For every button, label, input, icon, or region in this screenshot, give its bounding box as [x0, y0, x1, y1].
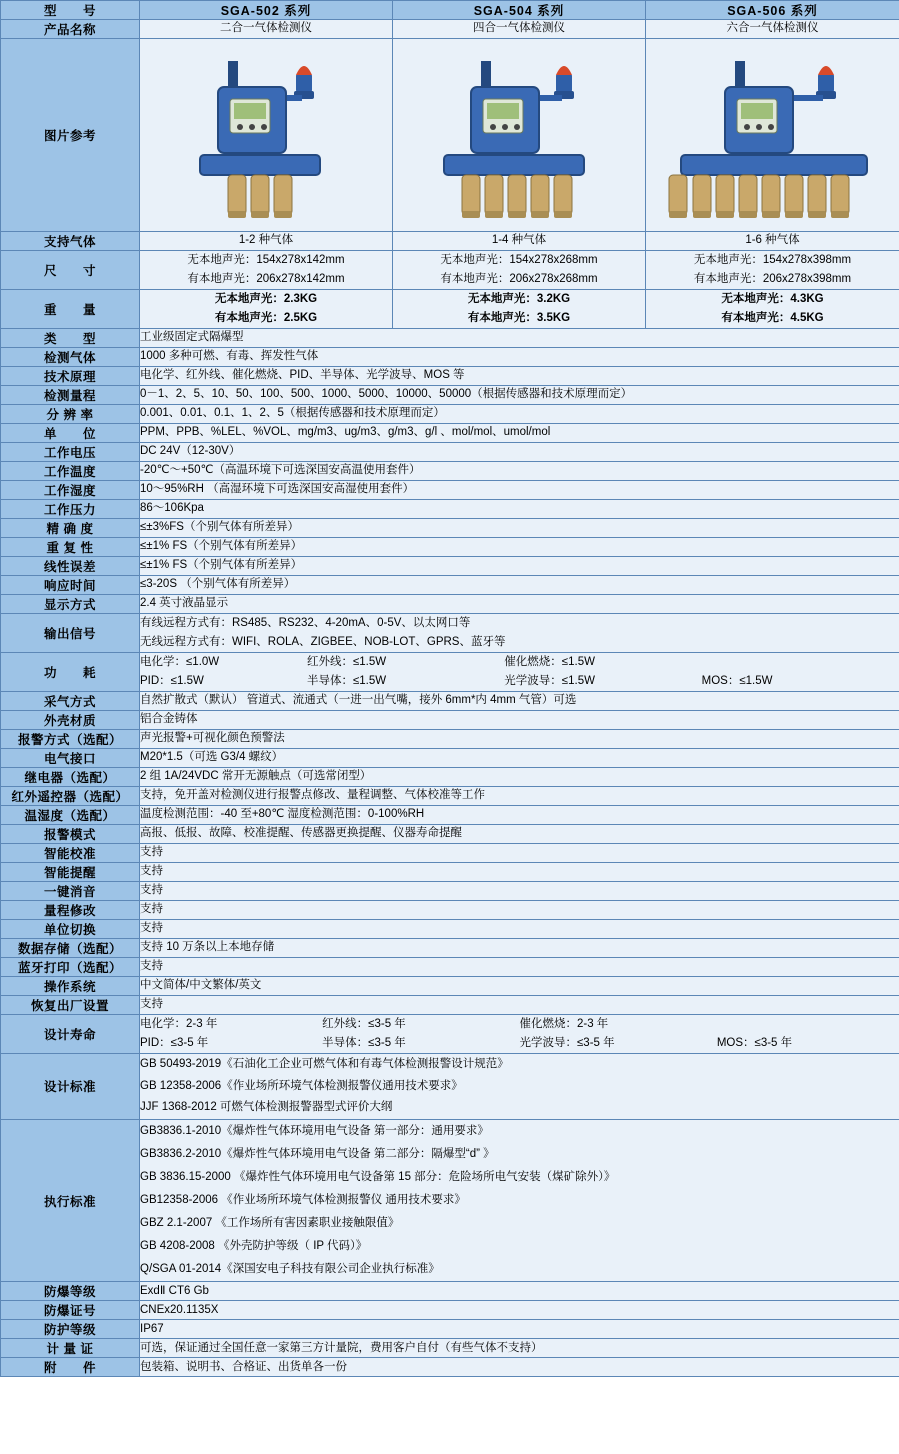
power-electrochemical: 电化学：≤1.0W	[140, 655, 220, 668]
design-life-line-2	[140, 1034, 899, 1053]
row-label-sampling: 采气方式	[1, 691, 140, 710]
work-humidity-value: 10～95%RH （高湿环境下可选深国安高湿使用套件）	[140, 480, 899, 499]
row-label-support-gas: 支持气体	[1, 232, 140, 251]
row-label-size: 尺 寸	[1, 251, 140, 290]
unit-switch-value: 支持	[140, 919, 899, 938]
row-label-unit: 单 位	[1, 423, 140, 442]
table-row-weight	[1, 289, 899, 328]
table-row-power-consumption	[1, 652, 899, 691]
support-gas-506: 1-6 种气体	[646, 232, 899, 251]
row-label-range: 检测量程	[1, 385, 140, 404]
row-label-data-storage-opt: 数据存储（选配）	[1, 938, 140, 957]
table-row-alarm-mode	[1, 824, 899, 843]
row-label-output-signal: 输出信号	[1, 613, 140, 652]
row-label-shell-material: 外壳材质	[1, 710, 140, 729]
table-row-alarm-mode-opt	[1, 729, 899, 748]
model-504: SGA-504 系列	[393, 1, 646, 20]
sampling-value: 自然扩散式（默认） 管道式、流通式（一进一出气嘴，接外 6mm*内 4mm 气管）可选	[140, 691, 899, 710]
tech-principle-value: 电化学、红外线、催化燃烧、PID、半导体、光学波导、MOS 等	[140, 366, 899, 385]
table-row-ex-cert	[1, 1301, 899, 1320]
type-value: 工业级固定式隔爆型	[140, 328, 899, 347]
table-row-shell-material	[1, 710, 899, 729]
power-line-1	[140, 653, 899, 672]
power-infrared: 红外线：≤1.5W	[306, 655, 387, 668]
size-506	[646, 251, 899, 290]
exec-standard-item: GBZ 2.1-2007 《工作场所有害因素职业接触限值》	[140, 1217, 400, 1230]
ex-level-value: ExdⅡ CT6 Gb	[140, 1282, 899, 1301]
weight-504-line2: 有本地声光：3.5KG	[467, 311, 571, 324]
table-row-detect-gas	[1, 347, 899, 366]
size-504-line1: 无本地声光：154x278x268mm	[440, 254, 598, 266]
row-label-ir-remote-opt: 红外遥控器（选配）	[1, 786, 140, 805]
table-row-repeatability	[1, 537, 899, 556]
table-row-ip-level	[1, 1320, 899, 1339]
row-label-work-humidity: 工作湿度	[1, 480, 140, 499]
row-label-work-pressure: 工作压力	[1, 499, 140, 518]
row-label-repeatability: 重 复 性	[1, 537, 140, 556]
gas-detector-illustration-icon	[653, 43, 893, 228]
smart-reminder-value: 支持	[140, 862, 899, 881]
table-row-factory-reset	[1, 995, 899, 1014]
row-label-one-key-mute: 一键消音	[1, 881, 140, 900]
exec-standard-item: GB 3836.15-2000 《爆炸性气体环境用电气设备第 15 部分：危险场所电气安装（煤矿除外）》	[140, 1171, 616, 1184]
row-label-electrical-interface: 电气接口	[1, 748, 140, 767]
design-life-value	[140, 1014, 899, 1053]
table-row-design-life	[1, 1014, 899, 1053]
row-label-work-temp: 工作温度	[1, 461, 140, 480]
row-label-voltage: 工作电压	[1, 442, 140, 461]
ex-cert-value: CNEx20.1135X	[140, 1301, 899, 1320]
display-value: 2.4 英寸液晶显示	[140, 594, 899, 613]
detect-gas-value: 1000 多种可燃、有毒、挥发性气体	[140, 347, 899, 366]
temp-humidity-opt-value: 温度检测范围：-40 至+80℃ 湿度检测范围：0-100%RH	[140, 805, 899, 824]
weight-504-line1: 无本地声光：3.2KG	[467, 292, 571, 305]
weight-502	[140, 289, 393, 328]
response-time-value: ≤3-20S （个别气体有所差异）	[140, 575, 899, 594]
size-502-line1: 无本地声光：154x278x142mm	[187, 254, 345, 266]
row-label-range-modify: 量程修改	[1, 900, 140, 919]
row-label-alarm-mode: 报警模式	[1, 824, 140, 843]
shell-material-value: 铝合金铸体	[140, 710, 899, 729]
ir-remote-opt-value: 支持，免开盖对检测仪进行报警点修改、量程调整、气体校准等工作	[140, 786, 899, 805]
support-gas-502: 1-2 种气体	[140, 232, 393, 251]
power-line-2	[140, 672, 899, 691]
table-row-metering-cert	[1, 1339, 899, 1358]
life-electrochemical: 电化学：2-3 年	[140, 1017, 218, 1030]
voltage-value: DC 24V（12-30V）	[140, 442, 899, 461]
os-value: 中文简体/中文繁体/英文	[140, 976, 899, 995]
row-label-alarm-mode-opt: 报警方式（选配）	[1, 729, 140, 748]
table-row-one-key-mute	[1, 881, 899, 900]
table-row-work-pressure	[1, 499, 899, 518]
size-506-line1: 无本地声光：154x278x398mm	[693, 254, 852, 266]
life-catalytic: 催化燃烧：2-3 年	[519, 1017, 609, 1030]
row-label-unit-switch: 单位切换	[1, 919, 140, 938]
table-row-bluetooth-print-opt	[1, 957, 899, 976]
row-label-image-reference: 图片参考	[1, 39, 140, 232]
weight-502-line1: 无本地声光：2.3KG	[214, 292, 318, 305]
design-life-line-1	[140, 1015, 899, 1034]
device-image-506	[646, 39, 899, 232]
product-name-502: 二合一气体检测仪	[140, 20, 393, 39]
row-label-design-standard: 设计标准	[1, 1053, 140, 1120]
life-optical-waveguide: 光学波导：≤3-5 年	[519, 1036, 615, 1049]
table-row-ir-remote-opt	[1, 786, 899, 805]
row-label-os: 操作系统	[1, 976, 140, 995]
table-row-model	[1, 1, 899, 20]
table-row-display	[1, 594, 899, 613]
table-row-accessories	[1, 1358, 899, 1377]
row-label-power-consumption: 功 耗	[1, 652, 140, 691]
row-label-linearity: 线性误差	[1, 556, 140, 575]
product-name-504: 四合一气体检测仪	[393, 20, 646, 39]
row-label-bluetooth-print-opt: 蓝牙打印（选配）	[1, 957, 140, 976]
row-label-response-time: 响应时间	[1, 575, 140, 594]
table-row-smart-reminder	[1, 862, 899, 881]
design-standard-item: GB 50493-2019《石油化工企业可燃气体和有毒气体检测报警设计规范》	[140, 1057, 509, 1070]
row-label-ex-level: 防爆等级	[1, 1282, 140, 1301]
exec-standard-item: GB12358-2006 《作业场所环境气体检测报警仪 通用技术要求》	[140, 1194, 466, 1207]
table-row-output-signal	[1, 613, 899, 652]
device-image-504	[393, 39, 646, 232]
row-label-type: 类 型	[1, 328, 140, 347]
product-name-506: 六合一气体检测仪	[646, 20, 899, 39]
table-row-work-humidity	[1, 480, 899, 499]
work-pressure-value: 86～106Kpa	[140, 499, 899, 518]
row-label-factory-reset: 恢复出厂设置	[1, 995, 140, 1014]
row-label-accessories: 附 件	[1, 1358, 140, 1377]
relay-opt-value: 2 组 1A/24VDC 常开无源触点（可选常闭型）	[140, 767, 899, 786]
work-temp-value: -20℃～+50℃（高温环境下可选深国安高温使用套件）	[140, 461, 899, 480]
table-row-accuracy	[1, 518, 899, 537]
row-label-relay-opt: 继电器（选配）	[1, 767, 140, 786]
row-label-smart-calibration: 智能校准	[1, 843, 140, 862]
output-signal-value	[140, 613, 899, 652]
table-row-range	[1, 385, 899, 404]
row-label-detect-gas: 检测气体	[1, 347, 140, 366]
table-row-work-temp	[1, 461, 899, 480]
exec-standard-item: GB3836.2-2010《爆炸性气体环境用电气设备 第二部分：隔爆型“d” 》	[140, 1148, 495, 1161]
power-line1-empty	[702, 653, 899, 672]
row-label-weight: 重 量	[1, 289, 140, 328]
one-key-mute-value: 支持	[140, 881, 899, 900]
data-storage-opt-value: 支持 10 万条以上本地存储	[140, 938, 899, 957]
accuracy-value: ≤±3%FS（个别气体有所差异）	[140, 518, 899, 537]
exec-standard-value	[140, 1120, 899, 1282]
unit-value: PPM、PPB、%LEL、%VOL、mg/m3、ug/m3、g/m3、g/l 、mol/mol、umol/mol	[140, 423, 899, 442]
device-image-502	[140, 39, 393, 232]
table-row-support-gas	[1, 232, 899, 251]
output-signal-wired: 有线远程方式有：RS485、RS232、4-20mA、0-5V、以太网口等	[140, 616, 471, 629]
repeatability-value: ≤±1% FS（个别气体有所差异）	[140, 537, 899, 556]
output-signal-wireless: 无线远程方式有：WIFI、ROLA、ZIGBEE、NOB-LOT、GPRS、蓝牙等	[140, 635, 506, 648]
row-label-temp-humidity-opt: 温湿度（选配）	[1, 805, 140, 824]
support-gas-504: 1-4 种气体	[393, 232, 646, 251]
table-row-exec-standard	[1, 1120, 899, 1282]
alarm-mode-value: 高报、低报、故障、校准提醒、传感器更换提醒、仪器寿命提醒	[140, 824, 899, 843]
design-standard-item: JJF 1368-2012 可燃气体检测报警器型式评价大纲	[140, 1101, 393, 1114]
table-row-voltage	[1, 442, 899, 461]
life-pid: PID：≤3-5 年	[140, 1036, 209, 1049]
row-label-smart-reminder: 智能提醒	[1, 862, 140, 881]
exec-standard-item: Q/SGA 01-2014《深国安电子科技有限公司企业执行标准》	[140, 1263, 440, 1276]
table-row-data-storage-opt	[1, 938, 899, 957]
row-label-ex-cert: 防爆证号	[1, 1301, 140, 1320]
table-row-os	[1, 976, 899, 995]
weight-506	[646, 289, 899, 328]
range-modify-value: 支持	[140, 900, 899, 919]
size-502-line2: 有本地声光：206x278x142mm	[187, 272, 345, 285]
size-504-line2: 有本地声光：206x278x268mm	[440, 272, 598, 285]
row-label-display: 显示方式	[1, 594, 140, 613]
table-row-linearity	[1, 556, 899, 575]
table-row-product-name	[1, 20, 899, 39]
power-optical-waveguide: 光学波导：≤1.5W	[504, 674, 595, 687]
table-row-unit-switch	[1, 919, 899, 938]
life-semiconductor: 半导体：≤3-5 年	[322, 1036, 406, 1049]
table-row-size	[1, 251, 899, 290]
size-504	[393, 251, 646, 290]
power-semiconductor: 半导体：≤1.5W	[306, 674, 387, 687]
gas-detector-illustration-icon	[156, 43, 376, 228]
linearity-value: ≤±1% FS（个别气体有所差异）	[140, 556, 899, 575]
row-label-tech-principle: 技术原理	[1, 366, 140, 385]
metering-cert-value: 可选，保证通过全国任意一家第三方计量院，费用客户自付（有些气体不支持）	[140, 1339, 899, 1358]
table-row-temp-humidity-opt	[1, 805, 899, 824]
alarm-mode-opt-value: 声光报警+可视化颜色预警法	[140, 729, 899, 748]
table-row-smart-calibration	[1, 843, 899, 862]
table-row-range-modify	[1, 900, 899, 919]
row-label-resolution: 分 辨 率	[1, 404, 140, 423]
table-row-electrical-interface	[1, 748, 899, 767]
power-catalytic: 催化燃烧：≤1.5W	[504, 655, 595, 668]
table-row-resolution	[1, 404, 899, 423]
weight-506-line2: 有本地声光：4.5KG	[721, 311, 824, 324]
power-pid: PID：≤1.5W	[140, 674, 204, 687]
table-row-tech-principle	[1, 366, 899, 385]
table-row-type	[1, 328, 899, 347]
life-infrared: 红外线：≤3-5 年	[322, 1017, 406, 1030]
row-label-ip-level: 防护等级	[1, 1320, 140, 1339]
design-standard-value	[140, 1053, 899, 1120]
model-506: SGA-506 系列	[646, 1, 899, 20]
design-standard-item: GB 12358-2006《作业场所环境气体检测报警仪通用技术要求》	[140, 1079, 463, 1092]
row-label-accuracy: 精 确 度	[1, 518, 140, 537]
range-value: 0－1、2、5、10、50、100、500、1000、5000、10000、50000（根据传感器和技术原理而定）	[140, 385, 899, 404]
smart-calibration-value: 支持	[140, 843, 899, 862]
table-row-relay-opt	[1, 767, 899, 786]
model-502: SGA-502 系列	[140, 1, 393, 20]
table-row-image-reference	[1, 39, 899, 232]
table-row-sampling	[1, 691, 899, 710]
exec-standard-item: GB 4208-2008 《外壳防护等级（ IP 代码）》	[140, 1240, 368, 1253]
weight-502-line2: 有本地声光：2.5KG	[214, 311, 318, 324]
accessories-value: 包装箱、说明书、合格证、出货单各一份	[140, 1358, 899, 1377]
table-row-design-standard	[1, 1053, 899, 1120]
row-label-design-life: 设计寿命	[1, 1014, 140, 1053]
bluetooth-print-opt-value: 支持	[140, 957, 899, 976]
row-label-exec-standard: 执行标准	[1, 1120, 140, 1282]
gas-detector-illustration-icon	[404, 43, 634, 228]
factory-reset-value: 支持	[140, 995, 899, 1014]
table-row-unit	[1, 423, 899, 442]
row-label-model: 型 号	[1, 1, 140, 20]
life-line1-empty	[717, 1015, 899, 1034]
size-502	[140, 251, 393, 290]
table-row-response-time	[1, 575, 899, 594]
row-label-metering-cert: 计 量 证	[1, 1339, 140, 1358]
ip-level-value: IP67	[140, 1320, 899, 1339]
weight-506-line1: 无本地声光：4.3KG	[721, 292, 824, 305]
weight-504	[393, 289, 646, 328]
life-mos: MOS：≤3-5 年	[716, 1036, 793, 1049]
table-row-ex-level	[1, 1282, 899, 1301]
row-label-product-name: 产品名称	[1, 20, 140, 39]
resolution-value: 0.001、0.01、0.1、1、2、5（根据传感器和技术原理而定）	[140, 404, 899, 423]
size-506-line2: 有本地声光：206x278x398mm	[693, 272, 852, 285]
electrical-interface-value: M20*1.5（可选 G3/4 螺纹）	[140, 748, 899, 767]
power-mos: MOS：≤1.5W	[701, 674, 773, 687]
exec-standard-item: GB3836.1-2010《爆炸性气体环境用电气设备 第一部分：通用要求》	[140, 1125, 489, 1138]
power-consumption-value	[140, 652, 899, 691]
